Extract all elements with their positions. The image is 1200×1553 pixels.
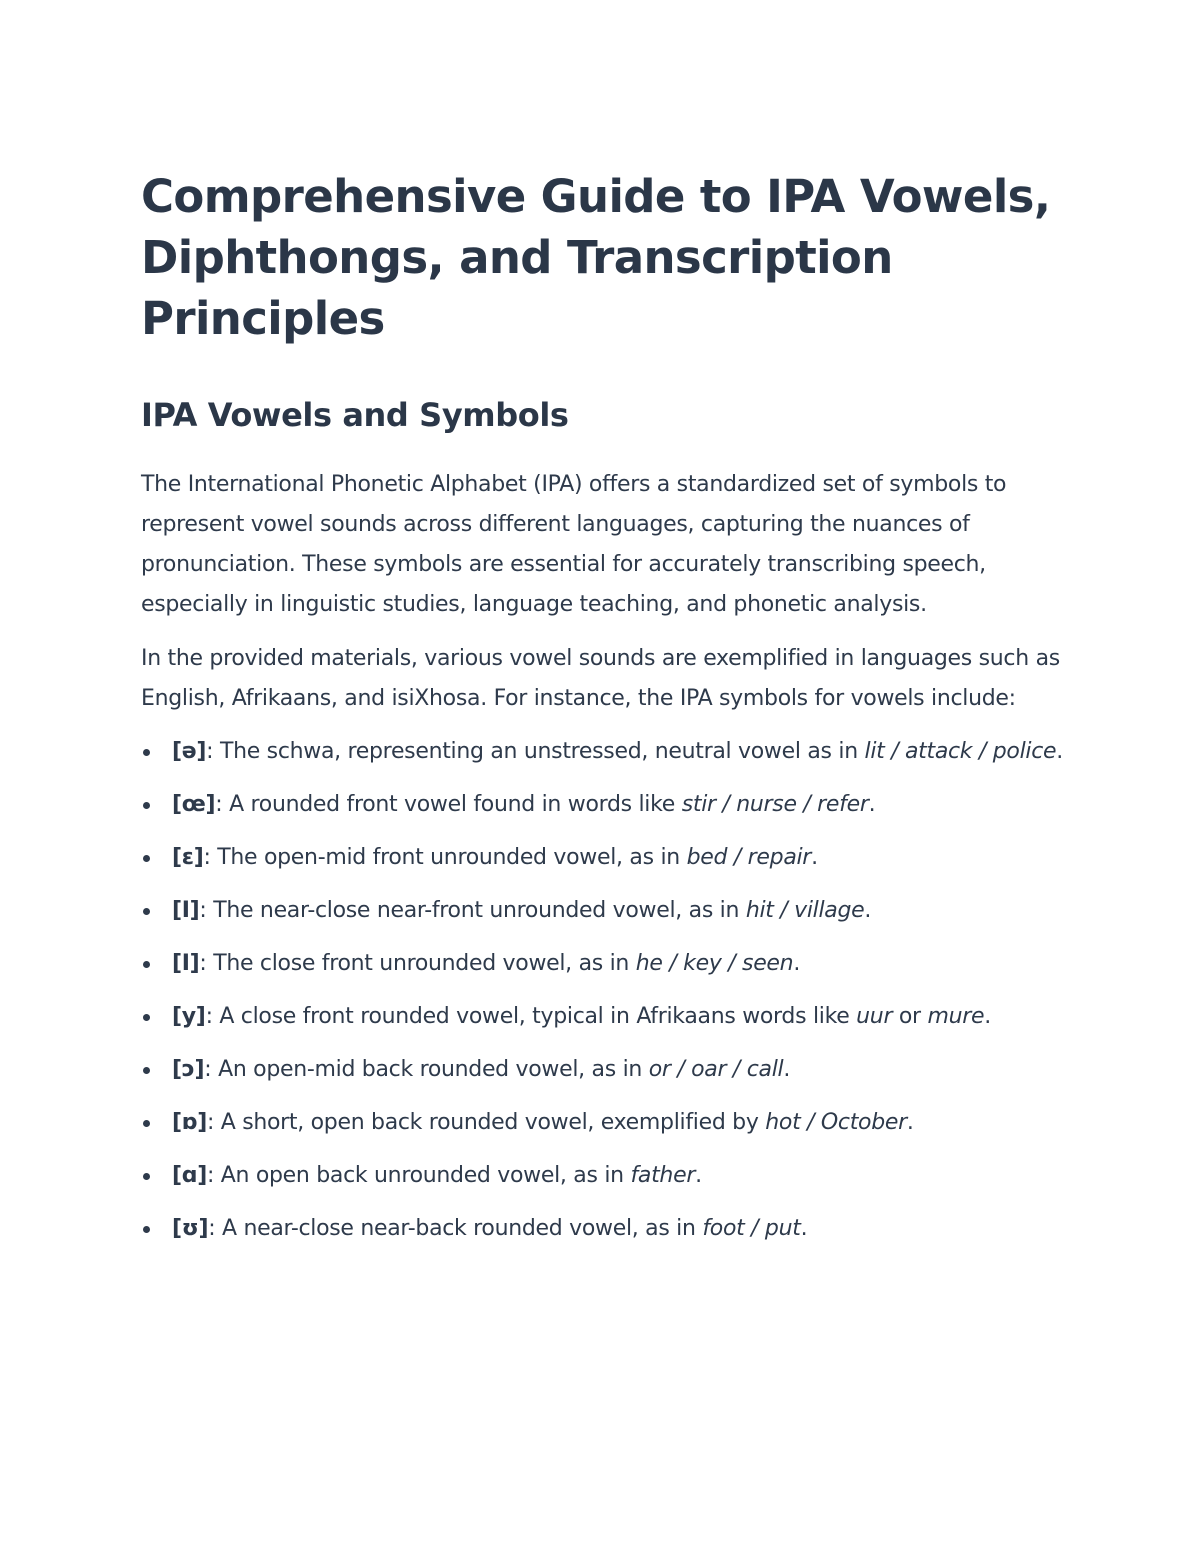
example-words: hot / October — [765, 1110, 907, 1135]
section-heading: IPA Vowels and Symbols — [141, 396, 569, 434]
list-item: [I]: The close front unrounded vowel, as in he / key / seen. — [141, 944, 1066, 984]
bullet-icon — [143, 749, 150, 756]
list-item: [I]: The near-close near-front unrounded vowel, as in hit / village. — [141, 891, 1066, 931]
ipa-symbol: [ɑ] — [172, 1163, 207, 1188]
example-words: lit / attack / police — [864, 739, 1057, 764]
ipa-symbol: [I] — [172, 898, 200, 923]
bullet-icon — [143, 908, 150, 915]
vowel-description: : An open-mid back rounded vowel, as in — [204, 1057, 649, 1082]
bullet-icon — [143, 802, 150, 809]
document-page — [141, 166, 1066, 1262]
vowel-description: : A short, open back rounded vowel, exemplified by — [206, 1110, 766, 1135]
vowel-description: : An open back unrounded vowel, as in — [206, 1163, 631, 1188]
list-item: [ɔ]: An open-mid back rounded vowel, as in or / oar / call. — [141, 1050, 1066, 1090]
example-words: bed / repair — [686, 845, 812, 870]
page-title: Comprehensive Guide to IPA Vowels, Diphthongs, and Transcription Principles — [141, 170, 1051, 345]
ipa-symbol: [ʊ] — [172, 1216, 209, 1241]
ipa-symbol: [ɒ] — [172, 1110, 207, 1135]
bullet-icon — [143, 855, 150, 862]
example-words: mure — [927, 1004, 985, 1029]
bullet-icon — [143, 1067, 150, 1074]
vowel-description: : The schwa, representing an unstressed, neutral vowel as in — [206, 739, 865, 764]
intro-paragraph: The International Phonetic Alphabet (IPA) offers a standardized set of symbols to represent vowel sounds across different languages, capturing the nuances of pronunciation. These symbols are essential for accurately transcribing speech, especially in linguistic studies, language teaching, and phonetic analysis. — [141, 472, 1007, 617]
vowel-description: : The open-mid front unrounded vowel, as in — [203, 845, 687, 870]
bullet-icon — [143, 961, 150, 968]
example-words: father — [630, 1163, 696, 1188]
vowel-description: : The near-close near-front unrounded vowel, as in — [199, 898, 746, 923]
example-words: hit / village — [745, 898, 865, 923]
ipa-symbol: [ə] — [172, 739, 207, 764]
ipa-symbol: [ɛ] — [172, 845, 204, 870]
lead-paragraph: In the provided materials, various vowel sounds are exemplified in languages such as English, Afrikaans, and isiXhosa. For instance, the IPA symbols for vowels include: — [141, 646, 1060, 711]
example-words: uur — [856, 1004, 893, 1029]
vowel-description: : A near-close near-back rounded vowel, as in — [208, 1216, 703, 1241]
ipa-symbol: [y] — [172, 1004, 206, 1029]
ipa-symbol: [I] — [172, 951, 200, 976]
ipa-symbol: [œ] — [172, 792, 216, 817]
list-item: [ɑ]: An open back unrounded vowel, as in father. — [141, 1156, 1066, 1196]
bullet-icon — [143, 1120, 150, 1127]
bullet-icon — [143, 1014, 150, 1021]
vowel-description: : A close front rounded vowel, typical in Afrikaans words like — [205, 1004, 857, 1029]
vowel-list — [141, 732, 1066, 1249]
example-words: or / oar / call — [648, 1057, 784, 1082]
bullet-icon — [143, 1173, 150, 1180]
example-words: he / key / seen — [635, 951, 794, 976]
list-item: [ɒ]: A short, open back rounded vowel, exemplified by hot / October. — [141, 1103, 1066, 1143]
vowel-description: : The close front unrounded vowel, as in — [199, 951, 636, 976]
list-item: [ʊ]: A near-close near-back rounded vowel, as in foot / put. — [141, 1209, 1066, 1249]
list-item: [ə]: The schwa, representing an unstressed, neutral vowel as in lit / attack / police. — [141, 732, 1066, 772]
list-item: [œ]: A rounded front vowel found in words like stir / nurse / refer. — [141, 785, 1066, 825]
bullet-icon — [143, 1226, 150, 1233]
list-item: [ɛ]: The open-mid front unrounded vowel, as in bed / repair. — [141, 838, 1066, 878]
ipa-symbol: [ɔ] — [172, 1057, 205, 1082]
list-item: [y]: A close front rounded vowel, typical in Afrikaans words like uur or mure. — [141, 997, 1066, 1037]
example-words: stir / nurse / refer — [681, 792, 869, 817]
example-words: foot / put — [702, 1216, 801, 1241]
vowel-description: : A rounded front vowel found in words like — [215, 792, 682, 817]
